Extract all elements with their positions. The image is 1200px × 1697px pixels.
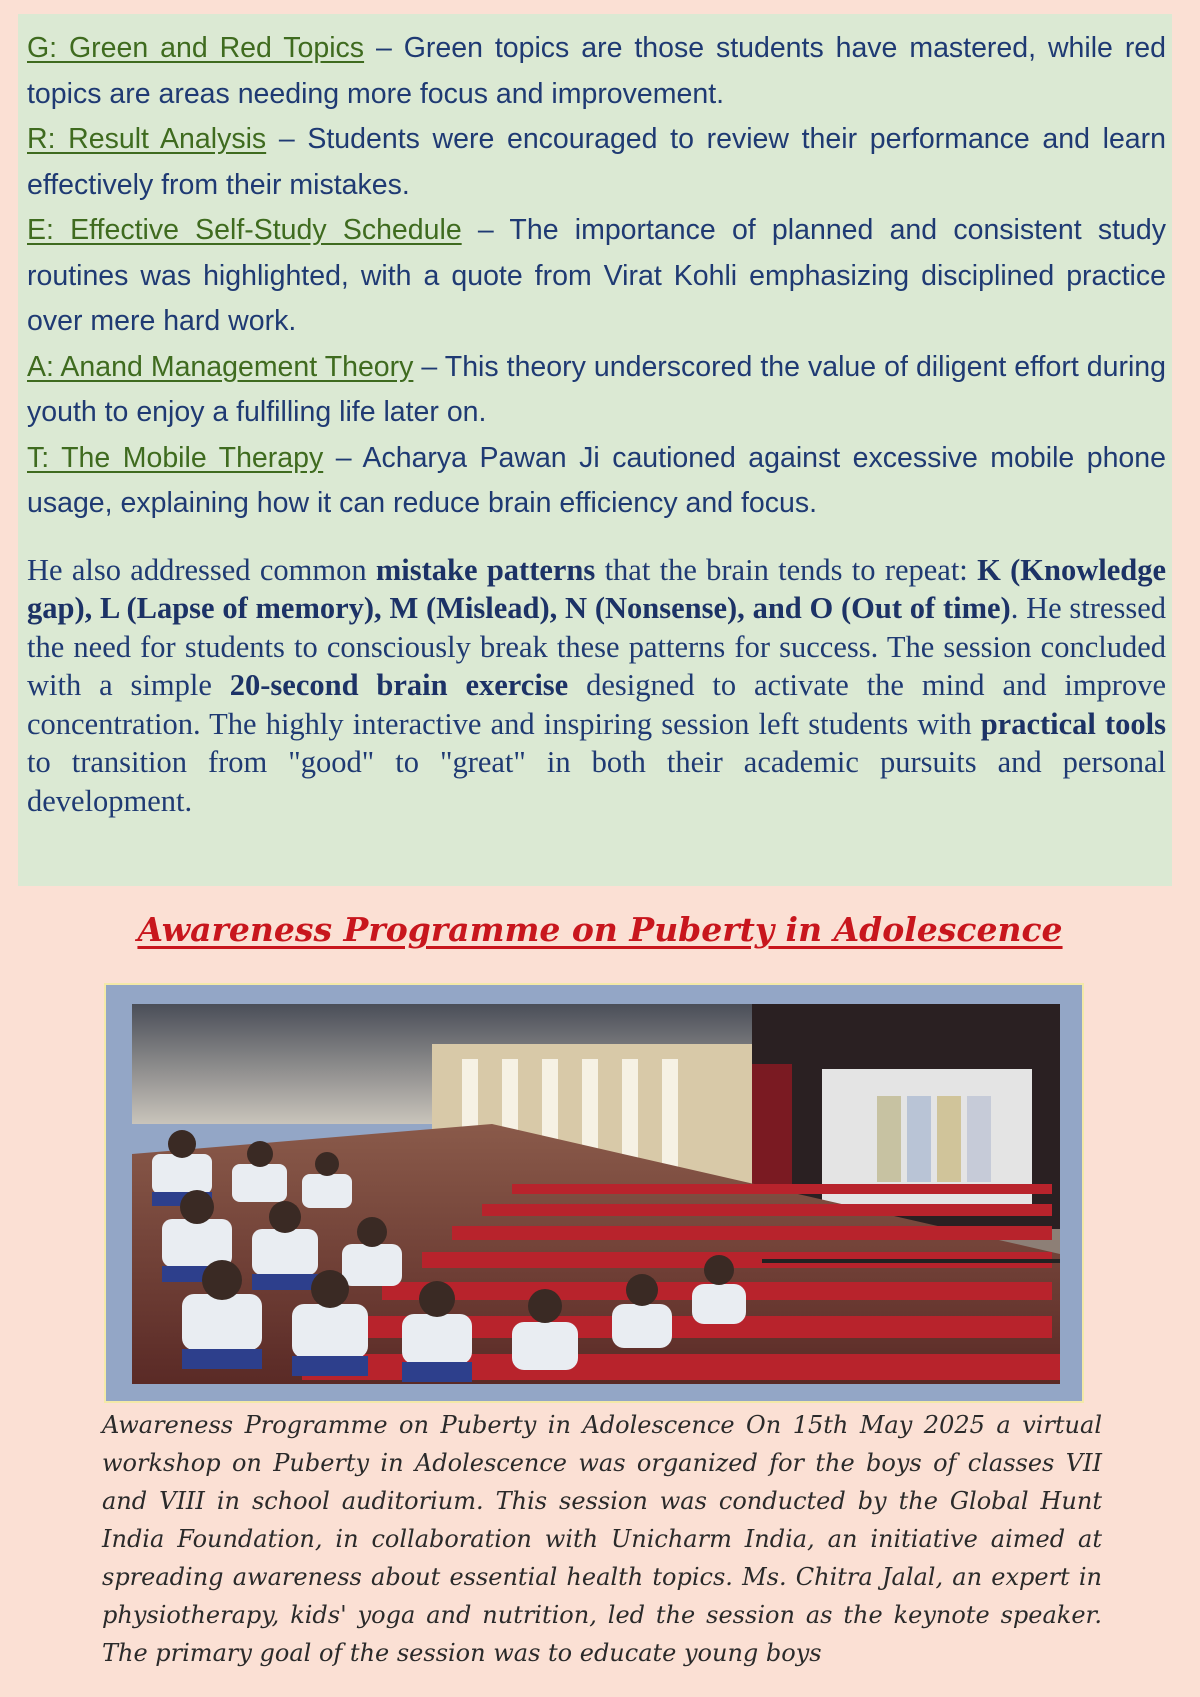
summary-text: that the brain tends to repeat: [595, 552, 978, 587]
topic-item [27, 345, 1166, 436]
summary-bold: 20-second brain exercise [229, 668, 569, 702]
summary-bold: practical tools [980, 706, 1166, 741]
topic-term: E: Effective Self-Study Schedule [27, 214, 462, 246]
topic-item [27, 26, 1166, 117]
topic-term: T: The Mobile Therapy [27, 441, 324, 474]
topic-term: G: Green and Red Topics [27, 32, 365, 64]
topic-description: – The importance of planned and consistent study routines was highlighted, with a quote from Virat Kohli emphasizing disciplined practice over mere hard work. [27, 214, 1166, 337]
summary-bold: K (Knowledge gap), L (Lapse of memory), M (Mislead), N (Nonsense), and O (Out of time) [27, 552, 1166, 625]
photo-caption: Awareness Programme on Puberty in Adolescence On 15th May 2025 a virtual workshop on Puberty in Adolescence was organized for the boys of classes VII and VIII in school auditorium. This session was conducted by the Global Hunt India Foundation, in collaboration with Unicharm India, an initiative aimed at spreading awareness about essential health topics. Ms. Chitra Jalal, an expert in physiotherapy, kids' yoga and nutrition, led the session as the keynote speaker. The primary goal of the session was to educate young boys [102, 1411, 1102, 1667]
topic-list [27, 26, 1166, 527]
topic-term: R: Result Analysis [27, 123, 267, 155]
topic-description: – Students were encouraged to review their performance and learn effectively from their mistakes. [27, 123, 1166, 201]
topic-description: – Green topics are those students have mastered, while red topics are areas needing more focus and improvement. [27, 32, 1167, 110]
topic-description: – This theory underscored the value of diligent effort during youth to enjoy a fulfilling life later on. [27, 350, 1166, 428]
summary-paragraph [27, 551, 1166, 821]
summary-bold: mistake patterns [375, 552, 596, 587]
photo-frame [104, 983, 1084, 1403]
summary-text: designed to activate the mind and improve concentration. The highly interactive and inspiring session left students with [27, 668, 1166, 741]
session-summary-box [18, 14, 1172, 886]
summary-text: . He stressed the need for students to consciously break these patterns for success. The session concluded with a simple [27, 591, 1166, 702]
auditorium-photo-icon [132, 1004, 1060, 1384]
topic-description: – Acharya Pawan Ji cautioned against excessive mobile phone usage, explaining how it can reduce brain efficiency and focus. [27, 441, 1166, 519]
topic-term: A: Anand Management Theory [27, 350, 414, 383]
section-heading: Awareness Programme on Puberty in Adolescence [137, 910, 1063, 949]
topic-item [27, 208, 1166, 345]
topic-item [27, 436, 1166, 527]
summary-text: to transition from "good" to "great" in both their academic pursuits and personal development. [27, 745, 1166, 818]
topic-item [27, 117, 1166, 208]
summary-text: He also addressed common [27, 552, 376, 587]
